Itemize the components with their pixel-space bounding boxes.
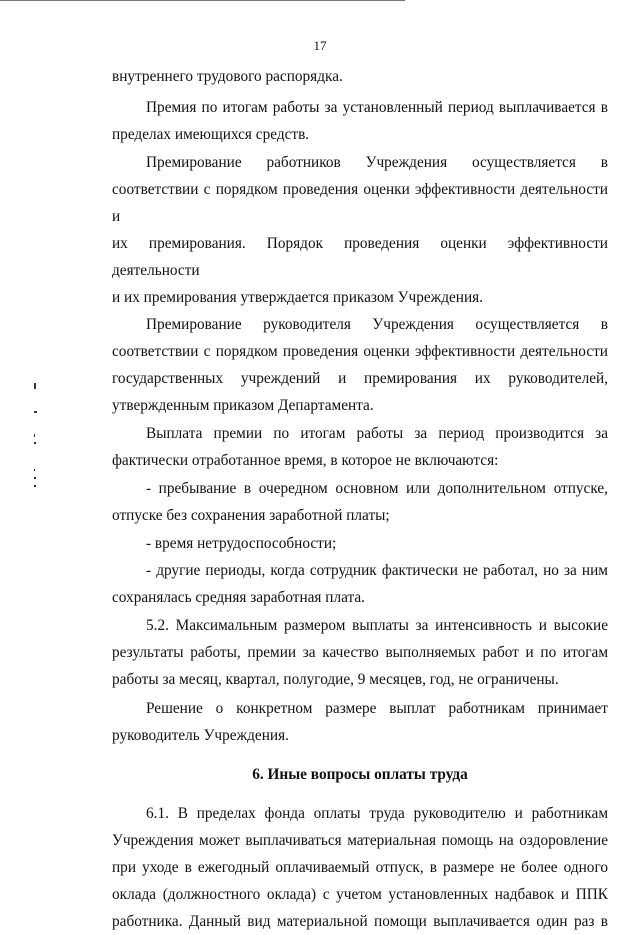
scan-top-edge [0,0,405,1]
text-line: пределах имеющихся средств. [112,126,310,143]
text-line: руководитель Учреждения. [112,727,289,744]
scan-margin-mark [34,411,37,413]
text-line: Учреждения может выплачиваться материальная помощь на оздоровление [112,832,608,849]
text-line: и их премирования утверждается приказом Учреждения. [112,289,484,306]
scan-margin-mark [34,485,36,487]
text-line: - время нетрудоспособности; [146,535,337,552]
text-line: результаты работы, премии за качество выполняемых работ и по итогам [112,644,608,661]
section-heading: 6. Иные вопросы оплаты труда [252,766,468,783]
text-line: государственных учреждений и премирования их руководителей, [112,370,608,387]
scan-margin-mark [34,442,36,444]
text-line: 6.1. В пределах фонда оплаты труда руководителю и работникам [146,805,608,822]
scan-margin-mark [34,383,36,389]
text-line: при уходе в ежегодный оплачиваемый отпуск, в размере не более одного [112,859,608,876]
text-line: соответствии с порядком проведения оценки эффективности деятельности и [112,181,608,225]
text-line: соответствии с порядком проведения оценки эффективности деятельности [112,343,608,360]
text-line: Премирование руководителя Учреждения осуществляется в [146,316,608,333]
text-line: - другие периоды, когда сотрудник фактически не работал, но за ним [146,562,608,579]
text-line: работы за месяц, квартал, полугодие, 9 месяцев, год, не ограничены. [112,671,559,688]
page-number: 17 [313,38,327,53]
scan-margin-mark [34,469,35,471]
text-line: сохранялась средняя заработная плата. [112,589,365,606]
text-line: - пребывание в очередном основном или дополнительном отпуске, [146,480,608,497]
text-line: Выплата премии по итогам работы за период производится за [146,425,608,442]
text-line: внутреннего трудового распорядка. [112,68,343,85]
text-line: фактически отработанное время, в которое не включаются: [112,452,499,469]
text-line: отпуске без сохранения заработной платы; [112,507,390,524]
text-line: работника. Данный вид материальной помощи выплачивается один раз в [112,913,608,930]
text-line: Премирование работников Учреждения осуществляется в [146,154,608,171]
text-line: Премия по итогам работы за установленный период выплачивается в [146,99,608,116]
text-line: 5.2. Максимальным размером выплаты за интенсивность и высокие [146,617,608,634]
text-line: утвержденным приказом Департамента. [112,397,374,414]
document-body [112,63,608,935]
text-line: их премирования. Порядок проведения оценки эффективности деятельности [112,235,608,279]
text-line: Решение о конкретном размере выплат работникам принимает [146,700,608,717]
text-line: оклада (должностного оклада) с учетом установленных надбавок и ППК [112,886,608,903]
scan-margin-mark [34,434,35,437]
scan-margin-mark [34,477,36,479]
